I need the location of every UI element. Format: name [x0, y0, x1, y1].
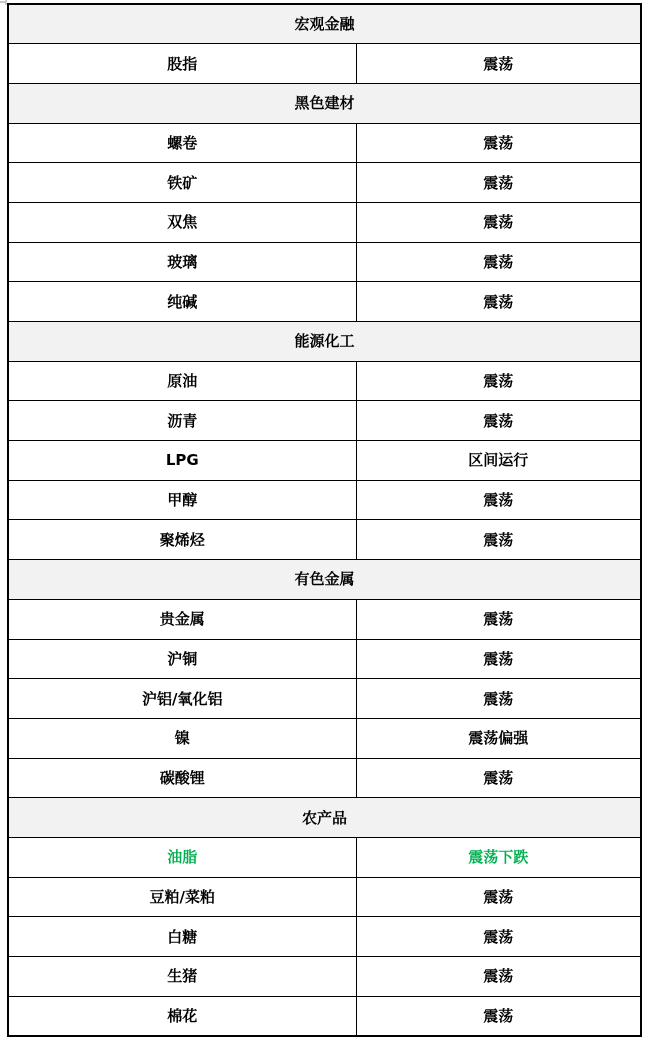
commodity-name-cell: 豆粕/菜粕 — [8, 877, 356, 917]
table-row — [8, 917, 641, 957]
section-title: 黑色建材 — [8, 83, 641, 123]
commodity-name-cell: 铁矿 — [8, 163, 356, 203]
outlook-value-cell: 震荡 — [356, 957, 641, 997]
commodity-outlook-table — [7, 3, 642, 1037]
table-row — [8, 202, 641, 242]
outlook-value-cell: 震荡 — [356, 282, 641, 322]
table-row — [8, 877, 641, 917]
table-row — [8, 242, 641, 282]
outlook-value-cell: 震荡 — [356, 401, 641, 441]
section-header-row — [8, 322, 641, 362]
commodity-name-cell: 棉花 — [8, 996, 356, 1036]
commodity-name-cell: 玻璃 — [8, 242, 356, 282]
commodity-name-cell: 白糖 — [8, 917, 356, 957]
commodity-name-cell: 沥青 — [8, 401, 356, 441]
table-row — [8, 401, 641, 441]
table-row — [8, 163, 641, 203]
outlook-value-cell: 震荡偏强 — [356, 718, 641, 758]
commodity-name-cell: 油脂 — [8, 837, 356, 877]
outlook-value-cell: 震荡 — [356, 679, 641, 719]
outlook-value-cell: 震荡 — [356, 480, 641, 520]
table-row — [8, 837, 641, 877]
commodity-name-cell: 甲醇 — [8, 480, 356, 520]
outlook-value-cell: 震荡 — [356, 639, 641, 679]
table-row — [8, 718, 641, 758]
section-header-row — [8, 798, 641, 838]
outlook-value-cell: 震荡 — [356, 599, 641, 639]
outlook-value-cell: 震荡 — [356, 758, 641, 798]
commodity-name-cell: 沪铝/氧化铝 — [8, 679, 356, 719]
table-row — [8, 441, 641, 481]
outlook-value-cell: 震荡 — [356, 361, 641, 401]
outlook-value-cell: 震荡 — [356, 520, 641, 560]
table-row — [8, 361, 641, 401]
commodity-name-cell: 沪铜 — [8, 639, 356, 679]
table-row — [8, 758, 641, 798]
commodity-name-cell: LPG — [8, 441, 356, 481]
commodity-name-cell: 镍 — [8, 718, 356, 758]
commodity-name-cell: 纯碱 — [8, 282, 356, 322]
commodity-name-cell: 生猪 — [8, 957, 356, 997]
section-header-row — [8, 83, 641, 123]
table-row — [8, 123, 641, 163]
table-row — [8, 996, 641, 1036]
outlook-value-cell: 震荡 — [356, 202, 641, 242]
commodity-name-cell: 聚烯烃 — [8, 520, 356, 560]
table-row — [8, 599, 641, 639]
outlook-value-cell: 区间运行 — [356, 441, 641, 481]
table-row — [8, 957, 641, 997]
table-row — [8, 282, 641, 322]
section-header-row — [8, 4, 641, 44]
outlook-value-cell: 震荡 — [356, 877, 641, 917]
section-header-row — [8, 560, 641, 600]
commodity-name-cell: 螺卷 — [8, 123, 356, 163]
section-title: 农产品 — [8, 798, 641, 838]
section-title: 能源化工 — [8, 322, 641, 362]
table-row — [8, 679, 641, 719]
table-row — [8, 44, 641, 84]
section-title: 宏观金融 — [8, 4, 641, 44]
outlook-value-cell: 震荡 — [356, 123, 641, 163]
outlook-value-cell: 震荡下跌 — [356, 837, 641, 877]
outlook-value-cell: 震荡 — [356, 996, 641, 1036]
commodity-name-cell: 原油 — [8, 361, 356, 401]
table-row — [8, 480, 641, 520]
outlook-value-cell: 震荡 — [356, 163, 641, 203]
commodity-name-cell: 股指 — [8, 44, 356, 84]
outlook-value-cell: 震荡 — [356, 242, 641, 282]
commodity-name-cell: 双焦 — [8, 202, 356, 242]
outlook-value-cell: 震荡 — [356, 917, 641, 957]
table-row — [8, 639, 641, 679]
table-row — [8, 520, 641, 560]
section-title: 有色金属 — [8, 560, 641, 600]
commodity-name-cell: 碳酸锂 — [8, 758, 356, 798]
commodity-name-cell: 贵金属 — [8, 599, 356, 639]
outlook-value-cell: 震荡 — [356, 44, 641, 84]
